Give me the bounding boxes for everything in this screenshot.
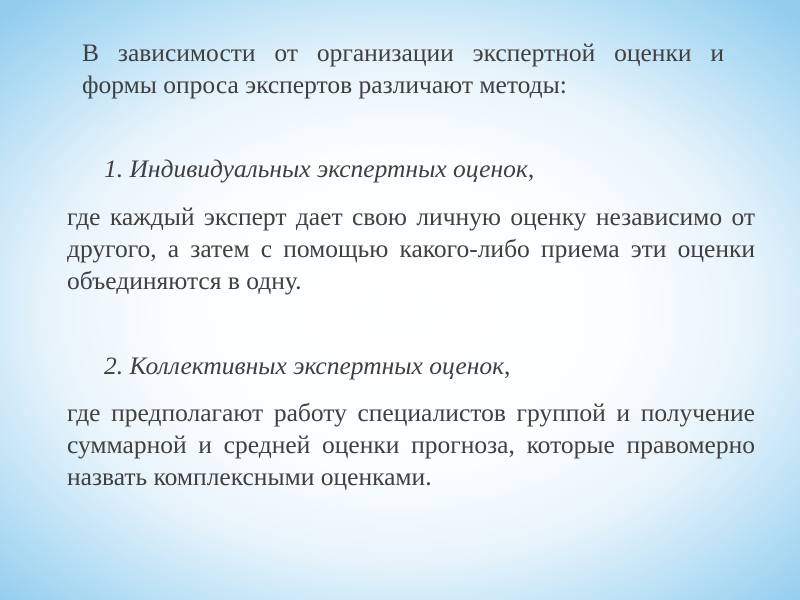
intro-text: В зависимости от организации экспертной оценки и формы опроса экспертов различают методы:	[82, 38, 724, 99]
method-2-description: где предполагают работу специалистов группой и получение суммарной и средней оценки прогноза, которые правомерно назвать комплексными оценками.	[67, 398, 755, 491]
method-2-heading	[104, 350, 510, 382]
method-1-description: где каждый эксперт дает свою личную оценку независимо от другого, а затем с помощью какого-либо приема эти оценки объединяются в одну.	[67, 202, 755, 295]
method-1-heading	[104, 153, 534, 185]
method-2-title: 2. Коллективных экспертных оценок	[104, 351, 505, 380]
method-1-comma: ,	[527, 154, 535, 183]
method-1-title: 1. Индивидуальных экспертных оценок	[104, 154, 528, 183]
method-2-comma: ,	[504, 351, 511, 380]
